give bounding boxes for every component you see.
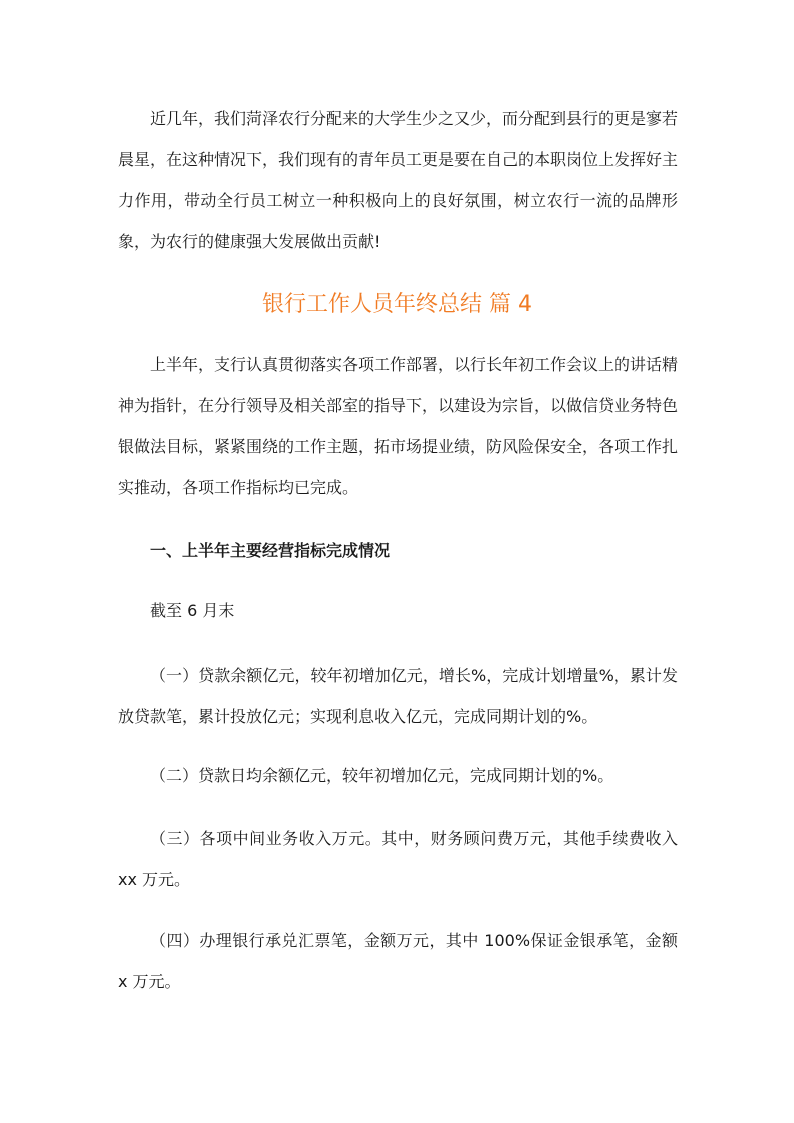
intro-paragraph: 近几年，我们菏泽农行分配来的大学生少之又少，而分配到县行的更是寥若晨星，在这种情况下，我们现有的青年员工更是要在自己的本职岗位上发挥好主力作用，带动全行员工树立一种积极向上的良好氛围，树立农行一流的品牌形象，为农行的健康强大发展做出贡献! (118, 109, 679, 251)
list-item-1: （一）贷款余额亿元，较年初增加亿元，增长%，完成计划增量%，累计发放贷款笔，累计投放亿元；实现利息收入亿元，完成同期计划的%。 (118, 666, 678, 726)
as-of-date: 截至 6 月末 (150, 601, 235, 620)
summary-paragraph: 上半年，支行认真贯彻落实各项工作部署，以行长年初工作会议上的讲话精神为指针，在分行领导及相关部室的指导下，以建设为宗旨，以做信贷业务特色银做法目标，紧紧围绕的工作主题，拓市场提业绩，防风险保安全，各项工作扎实推动，各项工作指标均已完成。 (118, 355, 679, 497)
section-heading: 银行工作人员年终总结 篇 4 (262, 292, 532, 317)
list-item-3: （三）各项中间业务收入万元。其中，财务顾问费万元，其他手续费收入 xx 万元。 (118, 829, 678, 889)
list-item-4: （四）办理银行承兑汇票笔，金额万元，其中 100%保证金银承笔，金额 x 万元。 (118, 931, 678, 991)
section-title: 一、上半年主要经营指标完成情况 (150, 541, 391, 560)
list-item-2: （二）贷款日均余额亿元，较年初增加亿元，完成同期计划的%。 (150, 766, 614, 785)
